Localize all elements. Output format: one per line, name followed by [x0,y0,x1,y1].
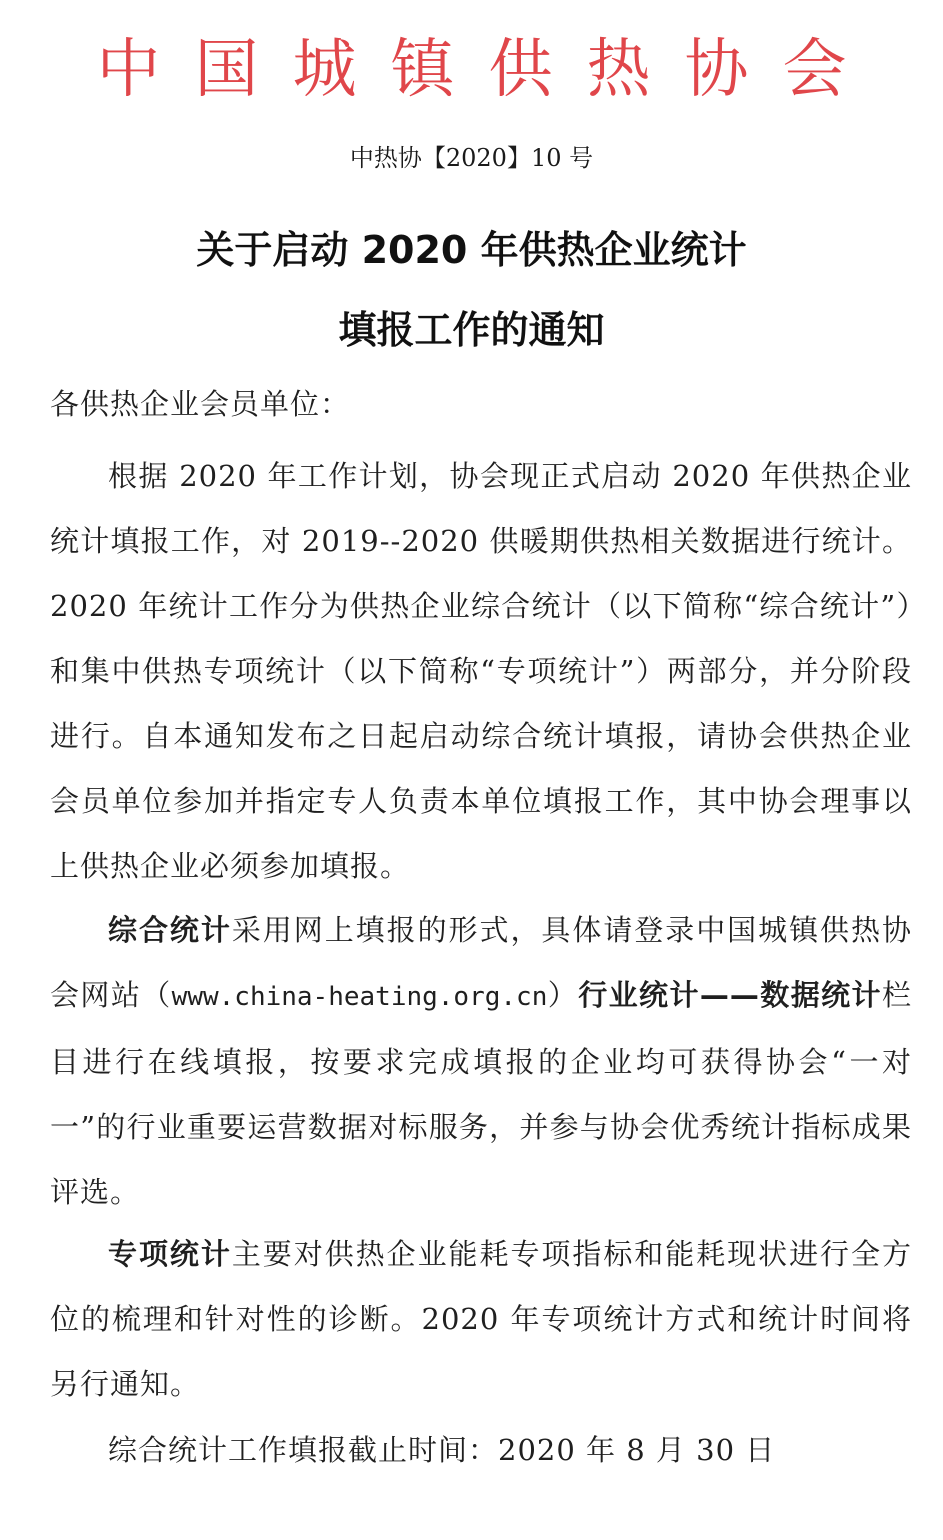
special-statistics-heading: 专项统计 [108,1237,232,1271]
document-title-line-2: 填报工作的通知 [338,308,605,352]
comprehensive-statistics-heading: 综合统计 [108,913,232,947]
comprehensive-statistics-text-b: ） [547,978,579,1012]
document-number: 中热协【2020】10 号 [349,144,594,172]
organization-header: 中国城镇供热协会 [96,33,881,107]
industry-statistics-section-name: 行业统计——数据统计 [578,978,882,1012]
special-statistics-text: 主要对供热企业能耗专项指标和能耗现状进行全方位的梳理和针对性的诊断。2020 年专项统计方式和统计时间将另行通知。 [50,1237,912,1401]
comprehensive-statistics-text-c: 栏目进行在线填报，按要求完成填报的企业均可获得协会“一对一”的行业重要运营数据对标服务，并参与协会优秀统计指标成果评选。 [50,978,912,1209]
document-title [0,210,943,370]
salutation: 各供热企业会员单位： [50,387,351,421]
website-url: www.china-heating.org.cn [171,982,548,1012]
paragraph-special-statistics [50,1222,912,1417]
paragraph-deadline: 综合统计工作填报截止时间：2020 年 8 月 30 日 [108,1433,776,1467]
paragraph-comprehensive-statistics [50,898,912,1225]
document-title-line-1: 关于启动 2020 年供热企业统计 [196,228,747,272]
paragraph-launch: 根据 2020 年工作计划，协会现正式启动 2020 年供热企业统计填报工作，对 2019--2020 供暖期供热相关数据进行统计。2020 年统计工作分为供热企业综合统计（以下简称“综合统计”）和集中供热专项统计（以下简称“专项统计”）两部分，并分阶段进行。自本通知发布之日起启动综合统计填报，请协会供热企业会员单位参加并指定专人负责本单位填报工作，其中协会理事以上供热企业必须参加填报。 [50,459,912,883]
comprehensive-statistics-text-a: 采用网上填报的形式，具体请登录中国城镇供热协会网站（ [50,913,912,1012]
